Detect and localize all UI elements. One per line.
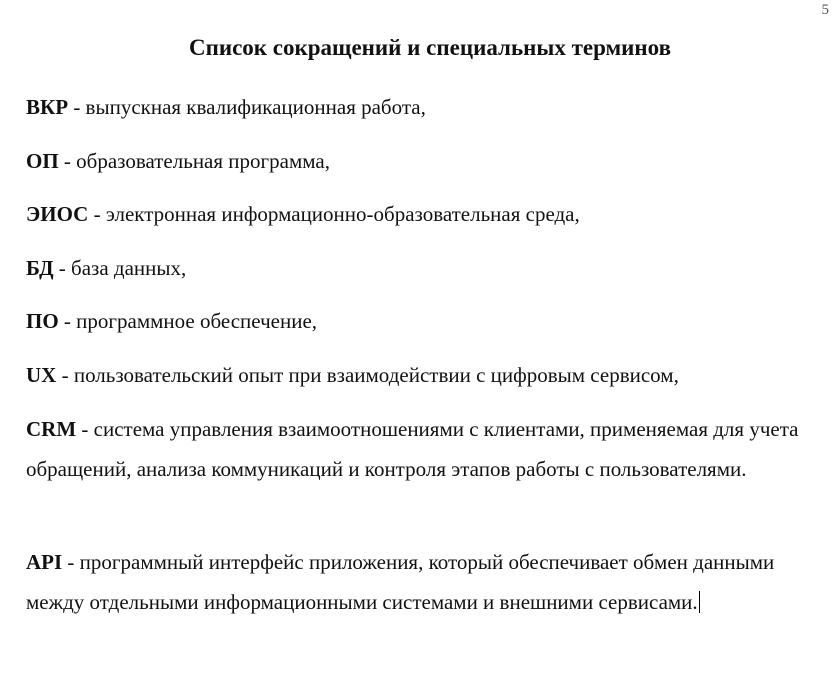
term-entry-api xyxy=(26,542,826,622)
term-abbreviation: API xyxy=(26,550,63,574)
page-number: 5 xyxy=(821,2,829,18)
page-title: Список сокращений и специальных терминов xyxy=(188,35,672,60)
term-definition: - образовательная программа, xyxy=(58,149,330,173)
term-entry-eios xyxy=(26,194,826,234)
term-abbreviation: ОП xyxy=(26,149,59,173)
term-abbreviation: UX xyxy=(26,363,57,387)
term-abbreviation: CRM xyxy=(26,417,77,441)
term-definition: - программный интерфейс приложения, который обеспечивает обмен данными между отдельными информационными системами и внешними сервисами. xyxy=(26,550,775,614)
term-abbreviation: ЭИОС xyxy=(26,202,89,226)
term-definition: - электронная информационно-образовательная среда, xyxy=(88,202,580,226)
term-abbreviation: ПО xyxy=(26,309,59,333)
text-cursor xyxy=(699,591,700,613)
term-abbreviation: БД xyxy=(26,256,54,280)
term-entry-crm xyxy=(26,409,826,489)
term-entry-bd xyxy=(26,248,826,288)
term-definition: - система управления взаимоотношениями с клиентами, применяемая для учета обращений, анализа коммуникаций и контроля этапов работы с пользователями. xyxy=(26,417,799,481)
term-definition: - база данных, xyxy=(53,256,187,280)
term-definition: - программное обеспечение, xyxy=(58,309,318,333)
term-entry-ux xyxy=(26,355,826,395)
term-abbreviation: ВКР xyxy=(26,95,69,119)
term-entry-vkr xyxy=(26,87,826,127)
term-entry-op xyxy=(26,141,826,181)
term-definition: - пользовательский опыт при взаимодействии с цифровым сервисом, xyxy=(56,363,679,387)
term-definition: - выпускная квалификационная работа, xyxy=(68,95,426,119)
term-entry-po xyxy=(26,301,826,341)
